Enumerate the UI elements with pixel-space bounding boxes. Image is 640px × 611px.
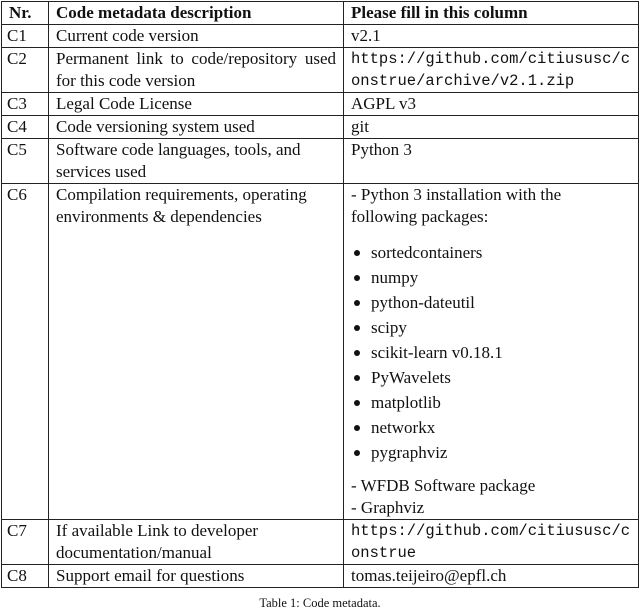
table-caption: Table 1: Code metadata. [259, 596, 381, 610]
row-description: Support email for questions [49, 565, 344, 588]
table-row [2, 48, 639, 93]
table-row [2, 116, 639, 139]
table-row [2, 184, 639, 520]
dependencies-intro: - Python 3 installation with the following packages: [351, 185, 562, 226]
row-nr: C5 [2, 139, 49, 184]
table-row [2, 520, 639, 565]
row-description: Code versioning system used [49, 116, 344, 139]
row-value: AGPL v3 [344, 93, 639, 116]
header-description: Code metadata description [49, 2, 344, 25]
extra-dependency: - Graphviz [351, 498, 425, 517]
package-list [351, 240, 631, 465]
table-row [2, 565, 639, 588]
row-nr: C2 [2, 48, 49, 93]
row-nr: C6 [2, 184, 49, 520]
package-item: scipy [371, 315, 631, 340]
row-description: If available Link to developer documentation/manual [49, 520, 344, 565]
table-row [2, 93, 639, 116]
header-nr: Nr. [2, 2, 49, 25]
row-value [344, 184, 639, 520]
table-row [2, 25, 639, 48]
row-nr: C1 [2, 25, 49, 48]
support-email[interactable]: tomas.teijeiro@epfl.ch [344, 565, 639, 588]
package-item: PyWavelets [371, 365, 631, 390]
package-item: pygraphviz [371, 440, 631, 465]
package-item: matplotlib [371, 390, 631, 415]
header-value: Please fill in this column [344, 2, 639, 25]
row-nr: C8 [2, 565, 49, 588]
row-description: Current code version [49, 25, 344, 48]
row-value: git [344, 116, 639, 139]
repository-link[interactable]: https://github.com/citiususc/construe/archive/v2.1.zip [344, 48, 639, 93]
table-row [2, 139, 639, 184]
extra-dependency: - WFDB Software package [351, 476, 536, 495]
row-nr: C4 [2, 116, 49, 139]
package-item: networkx [371, 415, 631, 440]
package-item: numpy [371, 265, 631, 290]
row-nr: C3 [2, 93, 49, 116]
package-item: python-dateutil [371, 290, 631, 315]
row-description: Software code languages, tools, and services used [49, 139, 344, 184]
header-row [2, 2, 639, 25]
row-value: v2.1 [344, 25, 639, 48]
row-description: Legal Code License [49, 93, 344, 116]
row-nr: C7 [2, 520, 49, 565]
package-item: sortedcontainers [371, 240, 631, 265]
row-description: Compilation requirements, operating environments & dependencies [49, 184, 344, 520]
code-metadata-table [1, 1, 639, 588]
documentation-link[interactable]: https://github.com/citiususc/construe [344, 520, 639, 565]
row-description: Permanent link to code/repository used for this code version [49, 48, 344, 93]
row-value: Python 3 [344, 139, 639, 184]
package-item: scikit-learn v0.18.1 [371, 340, 631, 365]
